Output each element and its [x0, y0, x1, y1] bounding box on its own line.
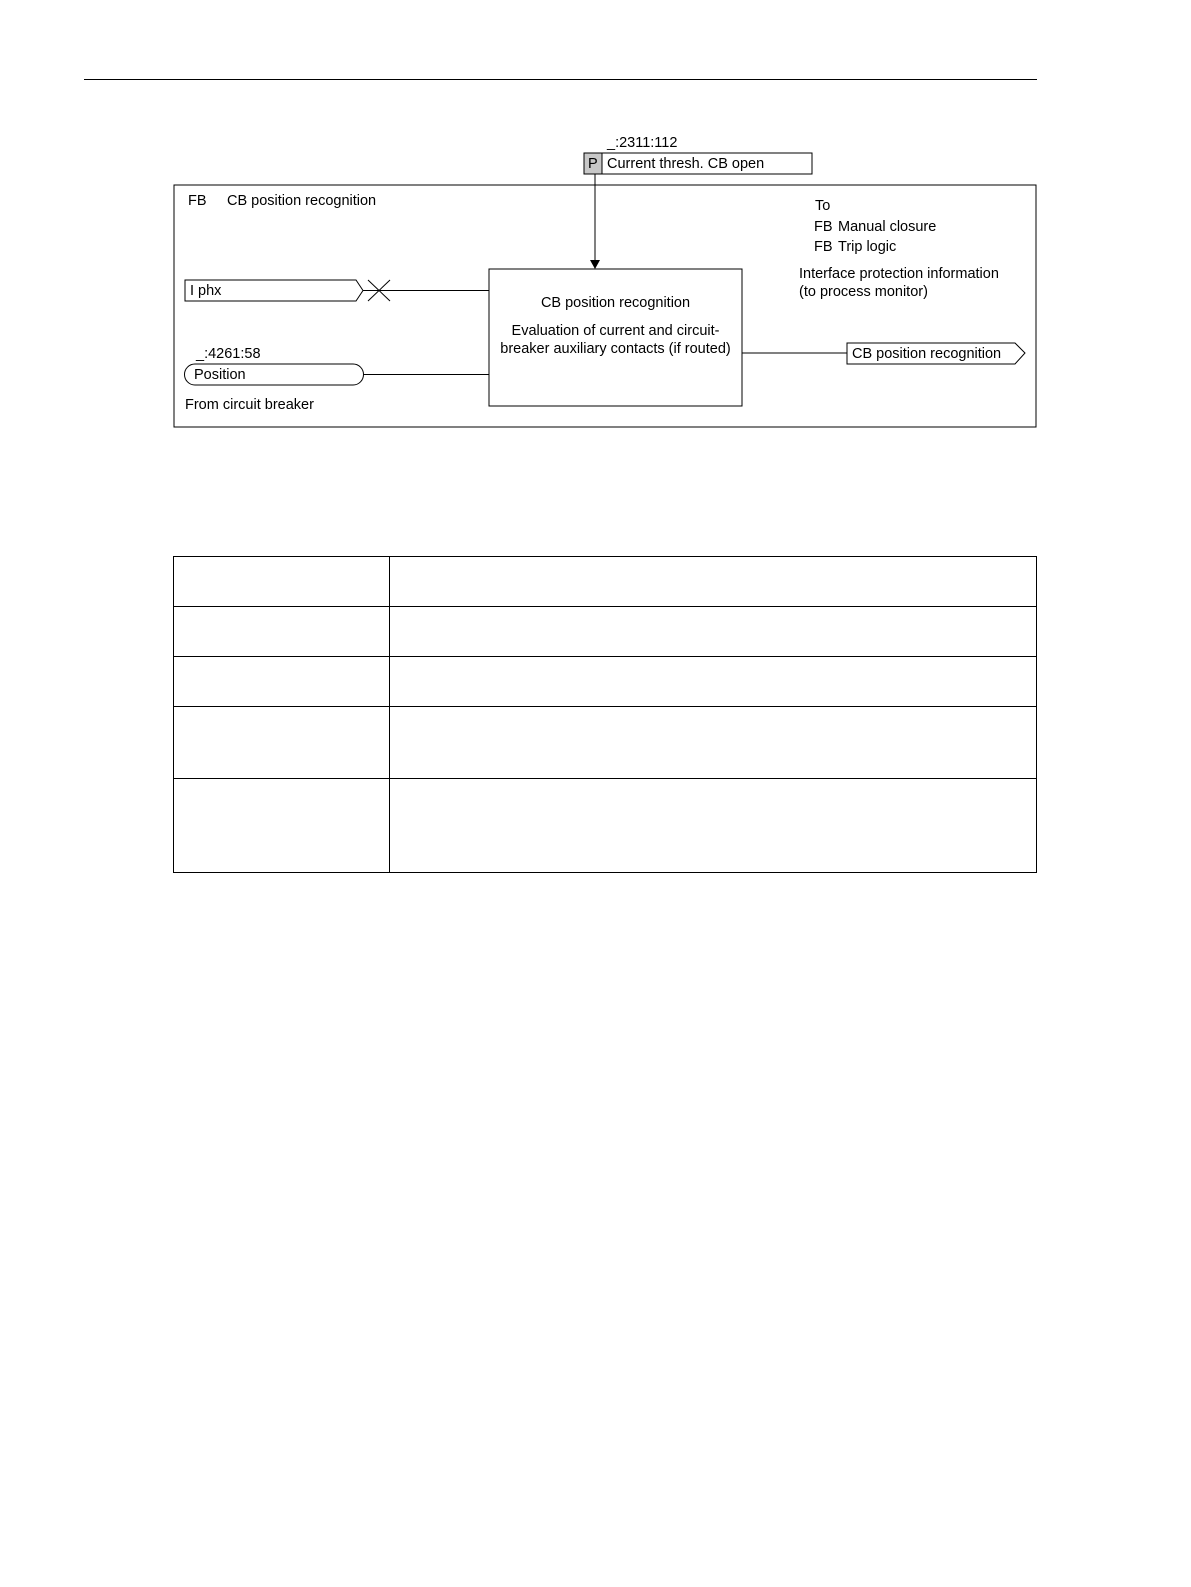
table-row [174, 779, 1037, 873]
fb-tag: FB [188, 193, 207, 209]
param-address: _:2311:112 [607, 135, 678, 151]
dest-manual-closure: Manual closure [838, 219, 937, 235]
dest-trip-logic: Trip logic [838, 239, 897, 255]
param-label: Current thresh. CB open [607, 156, 765, 172]
empty-table [173, 556, 1037, 873]
block-title: CB position recognition [540, 295, 691, 311]
cb-position-diagram [0, 0, 1191, 450]
table-row [174, 707, 1037, 779]
dest-fb-trip-tag: FB [814, 239, 833, 255]
position-address: _:4261:58 [196, 346, 261, 362]
block-desc-line-1: Evaluation of current and circuit- [511, 323, 720, 339]
table-row [174, 657, 1037, 707]
table-cell [174, 657, 390, 707]
fb-title: CB position recognition [227, 193, 377, 209]
to-label: To [815, 198, 831, 214]
dest-fb-manual-tag: FB [814, 219, 833, 235]
table-row [174, 557, 1037, 607]
interface-line-2: (to process monitor) [799, 284, 928, 300]
block-desc-line-2: breaker auxiliary contacts (if routed) [500, 341, 731, 357]
interface-line-1: Interface protection information [799, 266, 999, 282]
position-source: From circuit breaker [185, 397, 314, 413]
table-cell [390, 707, 1037, 779]
table-cell [390, 779, 1037, 873]
table-cell [390, 657, 1037, 707]
input-current-label: I phx [190, 283, 222, 299]
table-cell [174, 779, 390, 873]
param-marker: P [588, 156, 598, 172]
table-cell [390, 607, 1037, 657]
table-cell [174, 707, 390, 779]
table-cell [174, 607, 390, 657]
table-cell [390, 557, 1037, 607]
table-cell [174, 557, 390, 607]
table-row [174, 607, 1037, 657]
output-label: CB position recognition [852, 346, 1002, 362]
input-position-label: Position [194, 367, 246, 383]
